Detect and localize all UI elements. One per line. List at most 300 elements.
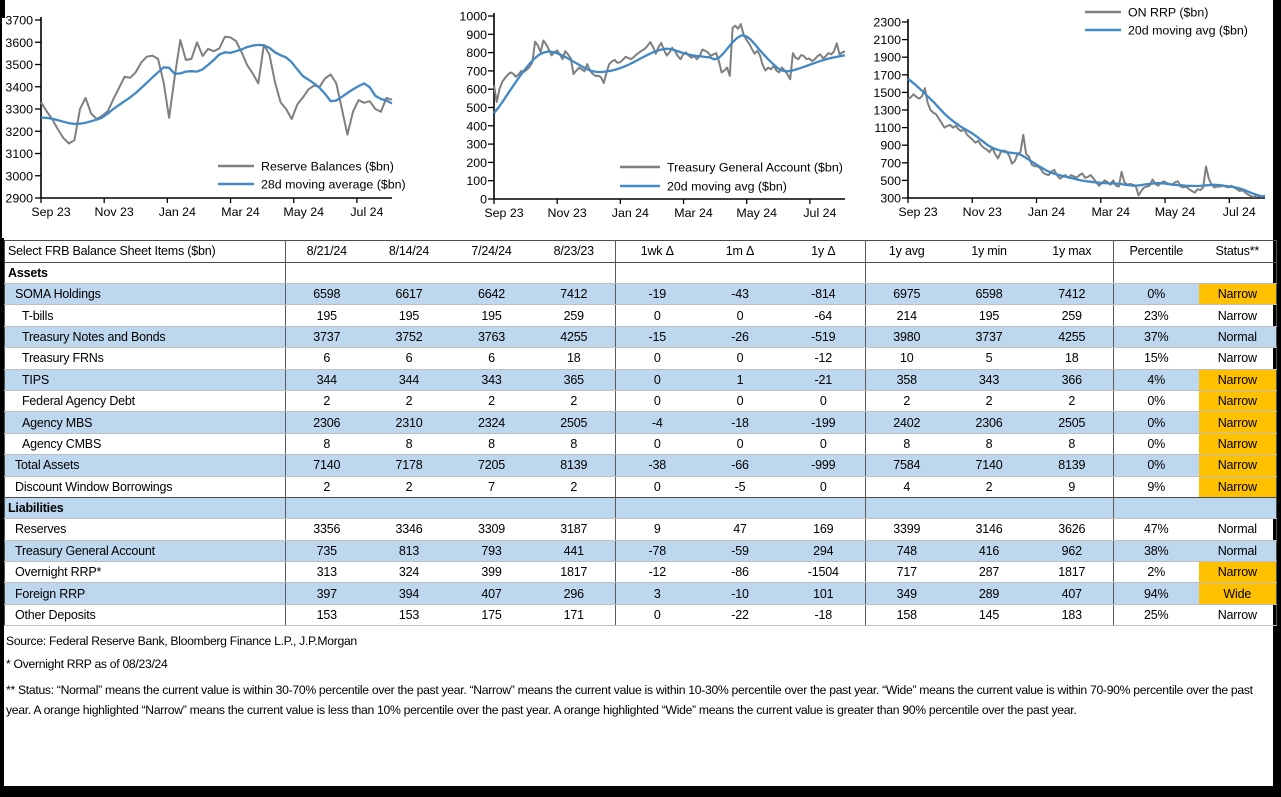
y-tick-label: 400: [466, 119, 487, 134]
value-cell: -1504: [782, 562, 866, 583]
value-cell: 7205: [451, 455, 533, 476]
table-row: [5, 326, 1277, 347]
x-tick-label: Jul 24: [1222, 205, 1256, 219]
value-cell: 8: [368, 433, 451, 454]
y-tick-label: 2900: [5, 191, 33, 206]
value-cell: [1031, 262, 1114, 283]
value-cell: 259: [533, 305, 616, 326]
value-cell: 195: [286, 305, 368, 326]
table-row: [5, 583, 1277, 604]
y-tick-label: 300: [880, 191, 901, 206]
value-cell: 3356: [286, 519, 368, 540]
value-cell: 1817: [533, 562, 616, 583]
x-tick-label: Jan 24: [611, 206, 649, 220]
column-header: Status**: [1199, 241, 1277, 263]
status-badge: Narrow: [1199, 476, 1277, 497]
value-cell: 4255: [533, 326, 616, 347]
value-cell: 0: [699, 305, 782, 326]
value-cell: 169: [782, 519, 866, 540]
value-cell: 6975: [866, 283, 948, 304]
row-label: Total Assets: [5, 455, 286, 476]
status-badge: Narrow: [1199, 604, 1277, 625]
value-cell: 6598: [286, 283, 368, 304]
value-cell: [533, 497, 616, 518]
value-cell: 0: [782, 476, 866, 497]
value-cell: 2: [533, 390, 616, 411]
table-row: [5, 348, 1277, 369]
value-cell: 18: [533, 348, 616, 369]
value-cell: 3763: [451, 326, 533, 347]
x-tick-label: Nov 23: [94, 205, 134, 219]
y-tick-label: 3700: [5, 13, 33, 28]
value-cell: 158: [866, 604, 948, 625]
value-cell: 183: [1031, 604, 1114, 625]
table-row: [5, 390, 1277, 411]
status-definition-footnote: ** Status: “Normal” means the current value is within 30-70% percentile over the past year. “Narrow” means the current value is within 10-30% percentile over the past year. “Wide” means the current value is within 70-90% percentile over the past year. A orange highlighted “Narrow” means the current value is less than 10% percentile over the past year. A orange highlighted “Wide” means the current value is greater than 90% percentile over the past year.: [6, 683, 1253, 717]
value-cell: -4: [616, 412, 699, 433]
row-label: Foreign RRP: [5, 583, 286, 604]
value-cell: 324: [368, 562, 451, 583]
value-cell: [451, 262, 533, 283]
value-cell: 8139: [1031, 455, 1114, 476]
column-header: 1y avg: [866, 241, 948, 263]
value-cell: 195: [368, 305, 451, 326]
legend-label: ON RRP ($bn): [1128, 5, 1209, 20]
column-header: 1m Δ: [699, 241, 782, 263]
value-cell: 7140: [286, 455, 368, 476]
value-cell: 2324: [451, 412, 533, 433]
value-cell: 23%: [1114, 305, 1199, 326]
x-tick-label: Jan 24: [158, 205, 196, 219]
y-tick-label: 1000: [459, 9, 487, 24]
y-tick-label: 700: [466, 64, 487, 79]
value-cell: 3: [616, 583, 699, 604]
value-cell: 407: [1031, 583, 1114, 604]
row-label: Reserves: [5, 519, 286, 540]
row-label: Federal Agency Debt: [5, 390, 286, 411]
value-cell: 3737: [948, 326, 1031, 347]
y-tick-label: 3400: [5, 80, 33, 95]
status-badge: Normal: [1199, 540, 1277, 561]
value-cell: 195: [948, 305, 1031, 326]
value-cell: -78: [616, 540, 699, 561]
value-cell: 153: [286, 604, 368, 625]
value-cell: 6642: [451, 283, 533, 304]
value-cell: 407: [451, 583, 533, 604]
value-cell: 2505: [1031, 412, 1114, 433]
value-cell: 735: [286, 540, 368, 561]
value-cell: 441: [533, 540, 616, 561]
value-cell: -59: [699, 540, 782, 561]
y-tick-label: 3200: [5, 124, 33, 139]
value-cell: [616, 262, 699, 283]
status-badge: Narrow: [1199, 305, 1277, 326]
value-cell: 8: [866, 433, 948, 454]
value-cell: 7140: [948, 455, 1031, 476]
value-cell: 748: [866, 540, 948, 561]
y-tick-label: 2300: [873, 15, 901, 30]
row-label: Liabilities: [5, 497, 286, 518]
value-cell: -12: [782, 348, 866, 369]
row-label: Overnight RRP*: [5, 562, 286, 583]
table-row: [5, 604, 1277, 625]
value-cell: 5: [948, 348, 1031, 369]
y-tick-label: 3000: [5, 169, 33, 184]
reserve-balances-line: [41, 37, 392, 144]
balance-sheet-table: [4, 240, 1277, 626]
value-cell: 0: [782, 390, 866, 411]
value-cell: 793: [451, 540, 533, 561]
value-cell: 2: [866, 390, 948, 411]
value-cell: [286, 262, 368, 283]
row-label: TIPS: [5, 369, 286, 390]
value-cell: -21: [782, 369, 866, 390]
value-cell: 344: [368, 369, 451, 390]
value-cell: -26: [699, 326, 782, 347]
value-cell: 0: [616, 348, 699, 369]
y-tick-label: 0: [480, 192, 487, 207]
value-cell: 214: [866, 305, 948, 326]
value-cell: 2306: [948, 412, 1031, 433]
value-cell: 8: [286, 433, 368, 454]
value-cell: 3309: [451, 519, 533, 540]
value-cell: 962: [1031, 540, 1114, 561]
x-tick-label: Jul 24: [803, 206, 837, 220]
value-cell: 0: [616, 604, 699, 625]
value-cell: 3752: [368, 326, 451, 347]
status-badge: Narrow: [1199, 433, 1277, 454]
y-tick-label: 900: [880, 138, 901, 153]
value-cell: 171: [533, 604, 616, 625]
value-cell: 0: [616, 369, 699, 390]
value-cell: 2505: [533, 412, 616, 433]
value-cell: 397: [286, 583, 368, 604]
value-cell: 1817: [1031, 562, 1114, 583]
value-cell: 8: [451, 433, 533, 454]
value-cell: -19: [616, 283, 699, 304]
value-cell: 289: [948, 583, 1031, 604]
value-cell: 0: [616, 433, 699, 454]
table-row: [5, 562, 1277, 583]
value-cell: 0: [699, 433, 782, 454]
value-cell: 6: [368, 348, 451, 369]
row-label: Other Deposits: [5, 604, 286, 625]
value-cell: -999: [782, 455, 866, 476]
value-cell: 8: [533, 433, 616, 454]
overnight-rrp-footnote: * Overnight RRP as of 08/23/24: [6, 657, 168, 671]
table-row: [5, 369, 1277, 390]
value-cell: 296: [533, 583, 616, 604]
source-note: Source: Federal Reserve Bank, Bloomberg Finance L.P., J.P.Morgan: [6, 634, 357, 648]
value-cell: 2: [948, 390, 1031, 411]
value-cell: [782, 497, 866, 518]
table-row: [5, 283, 1277, 304]
status-badge: Narrow: [1199, 348, 1277, 369]
row-label: Agency CMBS: [5, 433, 286, 454]
y-tick-label: 1900: [873, 50, 901, 65]
value-cell: 4%: [1114, 369, 1199, 390]
value-cell: 0: [699, 348, 782, 369]
value-cell: 10: [866, 348, 948, 369]
value-cell: 0%: [1114, 455, 1199, 476]
column-header: 8/14/24: [368, 241, 451, 263]
status-badge: Normal: [1199, 326, 1277, 347]
row-label: Agency MBS: [5, 412, 286, 433]
y-tick-label: 2100: [873, 33, 901, 48]
x-tick-label: Mar 24: [674, 206, 713, 220]
value-cell: [948, 262, 1031, 283]
value-cell: 1: [699, 369, 782, 390]
y-tick-label: 1300: [873, 103, 901, 118]
value-cell: 394: [368, 583, 451, 604]
value-cell: 4255: [1031, 326, 1114, 347]
value-cell: 15%: [1114, 348, 1199, 369]
y-tick-label: 500: [880, 173, 901, 188]
value-cell: -66: [699, 455, 782, 476]
table-row: [5, 476, 1277, 497]
treasury-general-account-line: [494, 24, 845, 102]
column-header: 1y Δ: [782, 241, 866, 263]
value-cell: 9: [616, 519, 699, 540]
y-tick-label: 500: [466, 101, 487, 115]
status-badge: [1199, 497, 1277, 518]
value-cell: [948, 497, 1031, 518]
value-cell: 0: [616, 390, 699, 411]
value-cell: -38: [616, 455, 699, 476]
legend-label: 20d moving avg ($bn): [1128, 23, 1248, 38]
value-cell: 365: [533, 369, 616, 390]
charts-canvas: [0, 0, 1281, 240]
status-badge: Narrow: [1199, 283, 1277, 304]
y-tick-label: 200: [466, 155, 487, 170]
y-tick-label: 3100: [5, 147, 33, 161]
row-label: Treasury Notes and Bonds: [5, 326, 286, 347]
value-cell: 349: [866, 583, 948, 604]
value-cell: [368, 262, 451, 283]
column-header: 8/23/23: [533, 241, 616, 263]
value-cell: -64: [782, 305, 866, 326]
x-tick-label: Nov 23: [547, 206, 587, 220]
value-cell: 2: [286, 390, 368, 411]
x-tick-label: Jul 24: [350, 205, 384, 219]
value-cell: 37%: [1114, 326, 1199, 347]
value-cell: 0%: [1114, 412, 1199, 433]
table-row: [5, 305, 1277, 326]
value-cell: [699, 262, 782, 283]
status-badge: Narrow: [1199, 455, 1277, 476]
column-header: Percentile: [1114, 241, 1199, 263]
y-tick-label: 3300: [5, 102, 33, 117]
value-cell: 94%: [1114, 583, 1199, 604]
table-row: [5, 433, 1277, 454]
x-tick-label: Sep 23: [484, 206, 524, 220]
value-cell: -22: [699, 604, 782, 625]
value-cell: [1114, 497, 1199, 518]
value-cell: 0: [616, 476, 699, 497]
value-cell: [1114, 262, 1199, 283]
value-cell: -86: [699, 562, 782, 583]
value-cell: -18: [699, 412, 782, 433]
column-header: 1y max: [1031, 241, 1114, 263]
value-cell: 3980: [866, 326, 948, 347]
column-header: 1y min: [948, 241, 1031, 263]
status-badge: Narrow: [1199, 412, 1277, 433]
value-cell: 47: [699, 519, 782, 540]
value-cell: 2: [368, 390, 451, 411]
value-cell: -814: [782, 283, 866, 304]
value-cell: -15: [616, 326, 699, 347]
frame-bottom: [0, 786, 1281, 797]
column-header: 8/21/24: [286, 241, 368, 263]
value-cell: 0: [699, 390, 782, 411]
value-cell: 0: [782, 433, 866, 454]
value-cell: 7178: [368, 455, 451, 476]
row-label: T-bills: [5, 305, 286, 326]
status-badge: Normal: [1199, 519, 1277, 540]
value-cell: 7412: [533, 283, 616, 304]
value-cell: 18: [1031, 348, 1114, 369]
y-tick-label: 100: [466, 174, 487, 189]
value-cell: 3626: [1031, 519, 1114, 540]
value-cell: 8139: [533, 455, 616, 476]
value-cell: 9: [1031, 476, 1114, 497]
table-row: [5, 540, 1277, 561]
value-cell: 344: [286, 369, 368, 390]
value-cell: -199: [782, 412, 866, 433]
row-label: Treasury General Account: [5, 540, 286, 561]
table-row: [5, 519, 1277, 540]
value-cell: [616, 497, 699, 518]
x-tick-label: Nov 23: [962, 205, 1002, 219]
value-cell: 2: [368, 476, 451, 497]
value-cell: 358: [866, 369, 948, 390]
y-tick-label: 700: [880, 156, 901, 171]
value-cell: [699, 497, 782, 518]
table-header-row: [5, 241, 1277, 263]
value-cell: 2402: [866, 412, 948, 433]
chart-reserve-balances: [5, 14, 405, 220]
status-badge: Narrow: [1199, 369, 1277, 390]
x-tick-label: May 24: [736, 206, 778, 220]
value-cell: 3737: [286, 326, 368, 347]
value-cell: 2306: [286, 412, 368, 433]
value-cell: -10: [699, 583, 782, 604]
value-cell: 294: [782, 540, 866, 561]
legend-label: 28d moving average ($bn): [261, 177, 406, 192]
value-cell: -18: [782, 604, 866, 625]
value-cell: [866, 262, 948, 283]
row-label: SOMA Holdings: [5, 283, 286, 304]
table-row: [5, 412, 1277, 433]
value-cell: [368, 497, 451, 518]
status-badge: Narrow: [1199, 562, 1277, 583]
legend-label: Reserve Balances ($bn): [261, 159, 394, 174]
y-tick-label: 1100: [874, 121, 901, 136]
value-cell: 6598: [948, 283, 1031, 304]
value-cell: 2: [533, 476, 616, 497]
value-cell: -12: [616, 562, 699, 583]
value-cell: 25%: [1114, 604, 1199, 625]
value-cell: [782, 262, 866, 283]
value-cell: 0%: [1114, 390, 1199, 411]
value-cell: 3346: [368, 519, 451, 540]
value-cell: 0: [616, 305, 699, 326]
value-cell: 101: [782, 583, 866, 604]
column-header: 1wk Δ: [616, 241, 699, 263]
y-tick-label: 800: [466, 46, 487, 61]
value-cell: 287: [948, 562, 1031, 583]
value-cell: 175: [451, 604, 533, 625]
value-cell: -43: [699, 283, 782, 304]
value-cell: 3399: [866, 519, 948, 540]
x-tick-label: Mar 24: [1091, 205, 1131, 219]
status-badge: [1199, 262, 1277, 283]
on-rrp-moving-avg-line: [908, 79, 1265, 197]
value-cell: [866, 497, 948, 518]
value-cell: 313: [286, 562, 368, 583]
value-cell: 4: [866, 476, 948, 497]
value-cell: 343: [948, 369, 1031, 390]
value-cell: -519: [782, 326, 866, 347]
y-tick-label: 3500: [5, 58, 33, 72]
value-cell: -5: [699, 476, 782, 497]
value-cell: 195: [451, 305, 533, 326]
status-badge: Wide: [1199, 583, 1277, 604]
row-label: Discount Window Borrowings: [5, 476, 286, 497]
chart-treasury-general-account: [459, 10, 845, 221]
value-cell: 7584: [866, 455, 948, 476]
table-title-cell: Select FRB Balance Sheet Items ($bn): [5, 241, 286, 263]
value-cell: 366: [1031, 369, 1114, 390]
value-cell: 145: [948, 604, 1031, 625]
y-tick-label: 1700: [873, 68, 901, 83]
value-cell: 153: [368, 604, 451, 625]
value-cell: [1031, 497, 1114, 518]
value-cell: 717: [866, 562, 948, 583]
value-cell: 2: [451, 390, 533, 411]
table-row: [5, 455, 1277, 476]
value-cell: 7412: [1031, 283, 1114, 304]
value-cell: 343: [451, 369, 533, 390]
value-cell: 6: [286, 348, 368, 369]
value-cell: [533, 262, 616, 283]
row-label: Treasury FRNs: [5, 348, 286, 369]
value-cell: 399: [451, 562, 533, 583]
value-cell: [451, 497, 533, 518]
x-tick-label: Sep 23: [31, 205, 71, 219]
x-tick-label: May 24: [283, 205, 325, 219]
section-row: [5, 262, 1277, 283]
value-cell: 2: [286, 476, 368, 497]
x-tick-label: Sep 23: [898, 205, 938, 219]
legend-label: Treasury General Account ($bn): [667, 160, 843, 175]
y-tick-label: 3600: [5, 35, 33, 50]
y-tick-label: 600: [466, 82, 487, 97]
value-cell: [286, 497, 368, 518]
column-header: 7/24/24: [451, 241, 533, 263]
status-badge: Narrow: [1199, 390, 1277, 411]
reserve-balances-moving-avg-line: [41, 45, 392, 124]
value-cell: 8: [1031, 433, 1114, 454]
value-cell: 8: [948, 433, 1031, 454]
value-cell: 38%: [1114, 540, 1199, 561]
y-tick-label: 300: [466, 137, 487, 152]
value-cell: 2%: [1114, 562, 1199, 583]
x-tick-label: Jan 24: [1027, 205, 1066, 219]
value-cell: 9%: [1114, 476, 1199, 497]
legend-label: 20d moving avg ($bn): [667, 179, 787, 194]
value-cell: 0%: [1114, 283, 1199, 304]
